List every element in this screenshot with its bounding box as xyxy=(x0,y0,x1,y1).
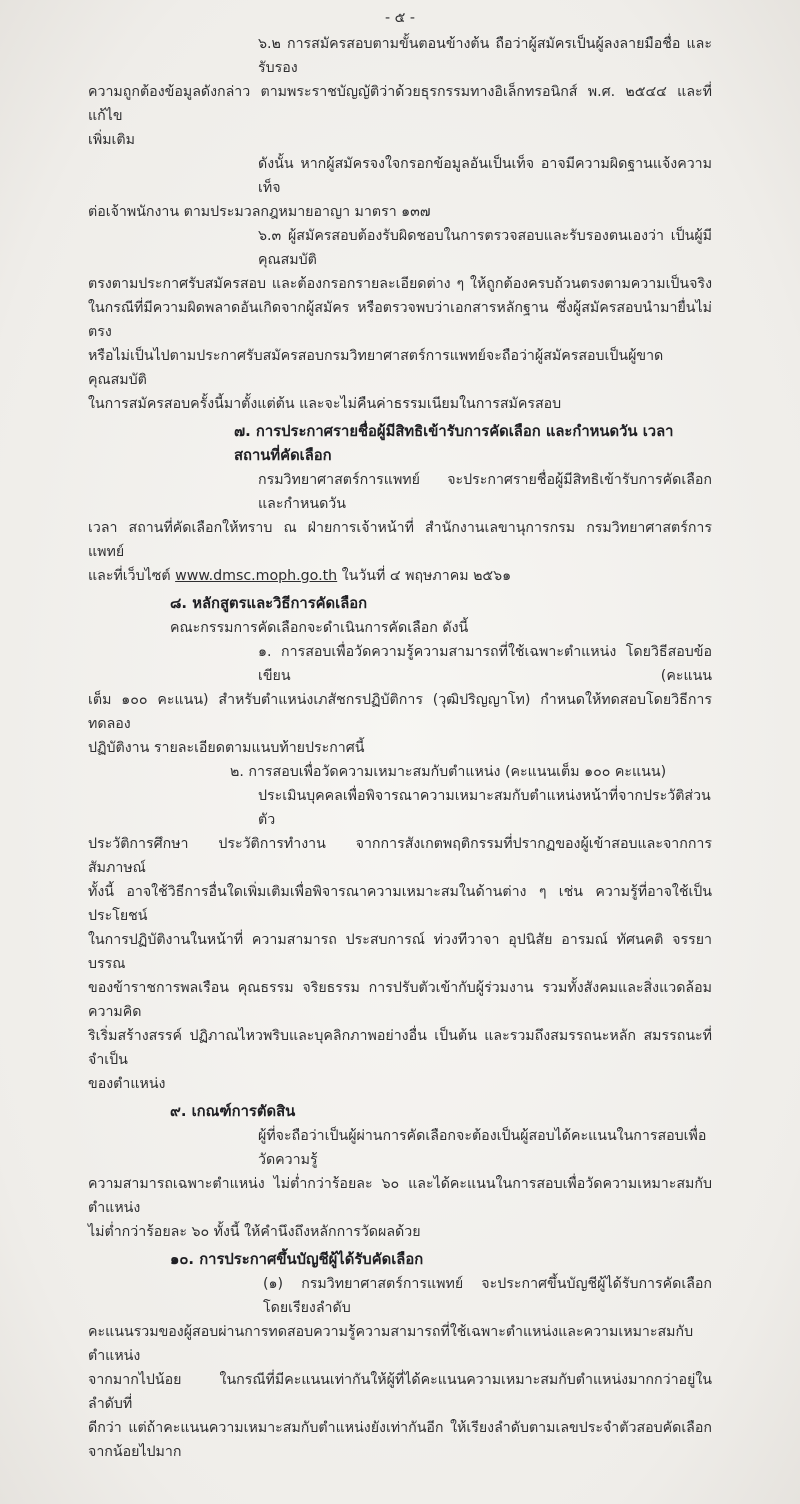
paragraph-false-info-line: ดังนั้น หากผู้สมัครจงใจกรอกข้อมูลอันเป็นเท็จ อาจมีความผิดฐานแจ้งความเท็จ xyxy=(258,156,712,196)
paragraph-6-3-line: ๖.๓ ผู้สมัครสอบต้องรับผิดชอบในการตรวจสอบและรับรองตนเองว่า เป็นผู้มีคุณสมบัติ xyxy=(258,228,712,268)
section-10-item-1-line: (๑) กรมวิทยาศาสตร์การแพทย์ จะประกาศขึ้นบัญชีผู้ได้รับการคัดเลือก โดยเรียงลำดับ xyxy=(263,1276,712,1316)
paragraph-6-2-line: เพิ่มเติม xyxy=(88,132,135,148)
page-number: - ๕ - xyxy=(385,10,415,26)
section-8-item-2-line: ประวัติการศึกษา ประวัติการทำงาน จากการสังเกตพฤติกรรมที่ปรากฏของผู้เข้าสอบและจากการสัมภาษณ์ xyxy=(88,836,712,876)
section-8-heading: ๘. หลักสูตรและวิธีการคัดเลือก xyxy=(170,595,368,612)
section-8-item-2-line: ในการปฏิบัติงานในหน้าที่ ความสามารถ ประสบการณ์ ท่วงทีวาจา อุปนิสัย อารมณ์ ทัศนคติ จรรยาบรรณ xyxy=(88,932,712,972)
section-8-line: คณะกรรมการคัดเลือกจะดำเนินการคัดเลือก ดังนี้ xyxy=(170,620,469,636)
section-9-line: ผู้ที่จะถือว่าเป็นผู้ผ่านการคัดเลือกจะต้องเป็นผู้สอบได้คะแนนในการสอบเพื่อวัดความรู้ xyxy=(258,1128,707,1168)
section-7-heading: ๗. การประกาศรายชื่อผู้มีสิทธิเข้ารับการคัดเลือก และกำหนดวัน เวลา สถานที่คัดเลือก xyxy=(234,423,674,464)
section-7-line: เวลา สถานที่คัดเลือกให้ทราบ ณ ฝ่ายการเจ้าหน้าที่ สำนักงานเลขานุการกรม กรมวิทยาศาสตร์การแพทย์ xyxy=(88,520,712,560)
section-8-item-2-line: ของข้าราชการพลเรือน คุณธรรม จริยธรรม การปรับตัวเข้ากับผู้ร่วมงาน รวมทั้งสังคมและสิ่งแวดล้อม ความคิด xyxy=(88,980,712,1020)
website-prefix: และที่เว็บไซต์ xyxy=(88,568,176,584)
paragraph-6-2-line: ความถูกต้องข้อมูลดังกล่าว ตามพระราชบัญญัติว่าด้วยธุรกรรมทางอิเล็กทรอนิกส์ พ.ศ. ๒๕๔๔ และที่แก้ไข xyxy=(88,84,712,124)
section-10-item-1-line: จากน้อยไปมาก xyxy=(88,1444,182,1460)
section-8-item-1-line: ๑. การสอบเพื่อวัดความรู้ความสามารถที่ใช้เฉพาะตำแหน่ง โดยวิธีสอบข้อเขียน (คะแนน xyxy=(258,644,712,684)
paragraph-6-3-line: หรือไม่เป็นไปตามประกาศรับสมัครสอบกรมวิทยาศาสตร์การแพทย์จะถือว่าผู้สมัครสอบเป็นผู้ขาดคุณสมบัติ xyxy=(88,348,664,388)
section-10-item-1-line: จากมากไปน้อย ในกรณีที่มีคะแนนเท่ากันให้ผู้ที่ได้คะแนนความเหมาะสมกับตำแหน่งมากกว่าอยู่ในลำดับที่ xyxy=(88,1372,712,1412)
section-8-item-2-line: ประเมินบุคคลเพื่อพิจารณาความเหมาะสมกับตำแหน่งหน้าที่จากประวัติส่วนตัว xyxy=(258,788,711,828)
section-9-heading: ๙. เกณฑ์การตัดสิน xyxy=(170,1103,296,1120)
paragraph-false-info-line: ต่อเจ้าพนักงาน ตามประมวลกฎหมายอาญา มาตรา ๑๓๗ xyxy=(88,204,431,220)
announcement-date: ในวันที่ ๔ พฤษภาคม ๒๕๖๑ xyxy=(337,568,512,584)
section-9-line: ความสามารถเฉพาะตำแหน่ง ไม่ต่ำกว่าร้อยละ ๖๐ และได้คะแนนในการสอบเพื่อวัดความเหมาะสมกับตำแหน่ง xyxy=(88,1176,712,1216)
section-9-line: ไม่ต่ำกว่าร้อยละ ๖๐ ทั้งนี้ ให้คำนึงถึงหลักการวัดผลด้วย xyxy=(88,1224,421,1240)
website-link[interactable]: www.dmsc.moph.go.th xyxy=(175,568,338,584)
paragraph-6-3-line: ในกรณีที่มีความผิดพลาดอันเกิดจากผู้สมัคร หรือตรวจพบว่าเอกสารหลักฐาน ซึ่งผู้สมัครสอบนำมายื่นไม่ตรง xyxy=(88,300,712,340)
paragraph-6-2-line: ๖.๒ การสมัครสอบตามขั้นตอนข้างต้น ถือว่าผู้สมัครเป็นผู้ลงลายมือชื่อ และรับรอง xyxy=(258,36,712,76)
section-10-item-1-line: คะแนนรวมของผู้สอบผ่านการทดสอบความรู้ความสามารถที่ใช้เฉพาะตำแหน่งและความเหมาะสมกับตำแหน่ง xyxy=(88,1324,694,1364)
section-8-item-1-line: ปฏิบัติงาน รายละเอียดตามแนบท้ายประกาศนี้ xyxy=(88,740,365,756)
section-8-item-1-line: เต็ม ๑๐๐ คะแนน) สำหรับตำแหน่งเภสัชกรปฏิบัติการ (วุฒิปริญญาโท) กำหนดให้ทดสอบโดยวิธีการทดลอง xyxy=(88,692,712,732)
section-10-heading: ๑๐. การประกาศขึ้นบัญชีผู้ได้รับคัดเลือก xyxy=(170,1251,424,1268)
section-8-item-2-line: ทั้งนี้ อาจใช้วิธีการอื่นใดเพิ่มเติมเพื่อพิจารณาความเหมาะสมในด้านต่าง ๆ เช่น ความรู้ที่อาจใช้เป็นประโยชน์ xyxy=(88,884,712,924)
section-8-item-2-line: ของตำแหน่ง xyxy=(88,1076,166,1092)
section-8-item-2-line: ริเริ่มสร้างสรรค์ ปฏิภาณไหวพริบและบุคลิกภาพอย่างอื่น เป็นต้น และรวมถึงสมรรถนะหลัก สมรรถนะที่จำเป็น xyxy=(88,1028,712,1068)
paragraph-6-3-line: ตรงตามประกาศรับสมัครสอบ และต้องกรอกรายละเอียดต่าง ๆ ให้ถูกต้องครบถ้วนตรงตามความเป็นจริง xyxy=(88,276,712,292)
section-10-item-1-line: ดีกว่า แต่ถ้าคะแนนความเหมาะสมกับตำแหน่งยังเท่ากันอีก ให้เรียงลำดับตามเลขประจำตัวสอบคัดเลือก xyxy=(88,1420,712,1436)
paragraph-6-3-line: ในการสมัครสอบครั้งนี้มาตั้งแต่ต้น และจะไม่คืนค่าธรรมเนียมในการสมัครสอบ xyxy=(88,396,562,412)
section-7-line: กรมวิทยาศาสตร์การแพทย์ จะประกาศรายชื่อผู้มีสิทธิเข้ารับการคัดเลือก และกำหนดวัน xyxy=(258,472,712,512)
section-7-line xyxy=(88,564,712,588)
section-8-item-2-heading: ๒. การสอบเพื่อวัดความเหมาะสมกับตำแหน่ง (คะแนนเต็ม ๑๐๐ คะแนน) xyxy=(230,764,667,780)
